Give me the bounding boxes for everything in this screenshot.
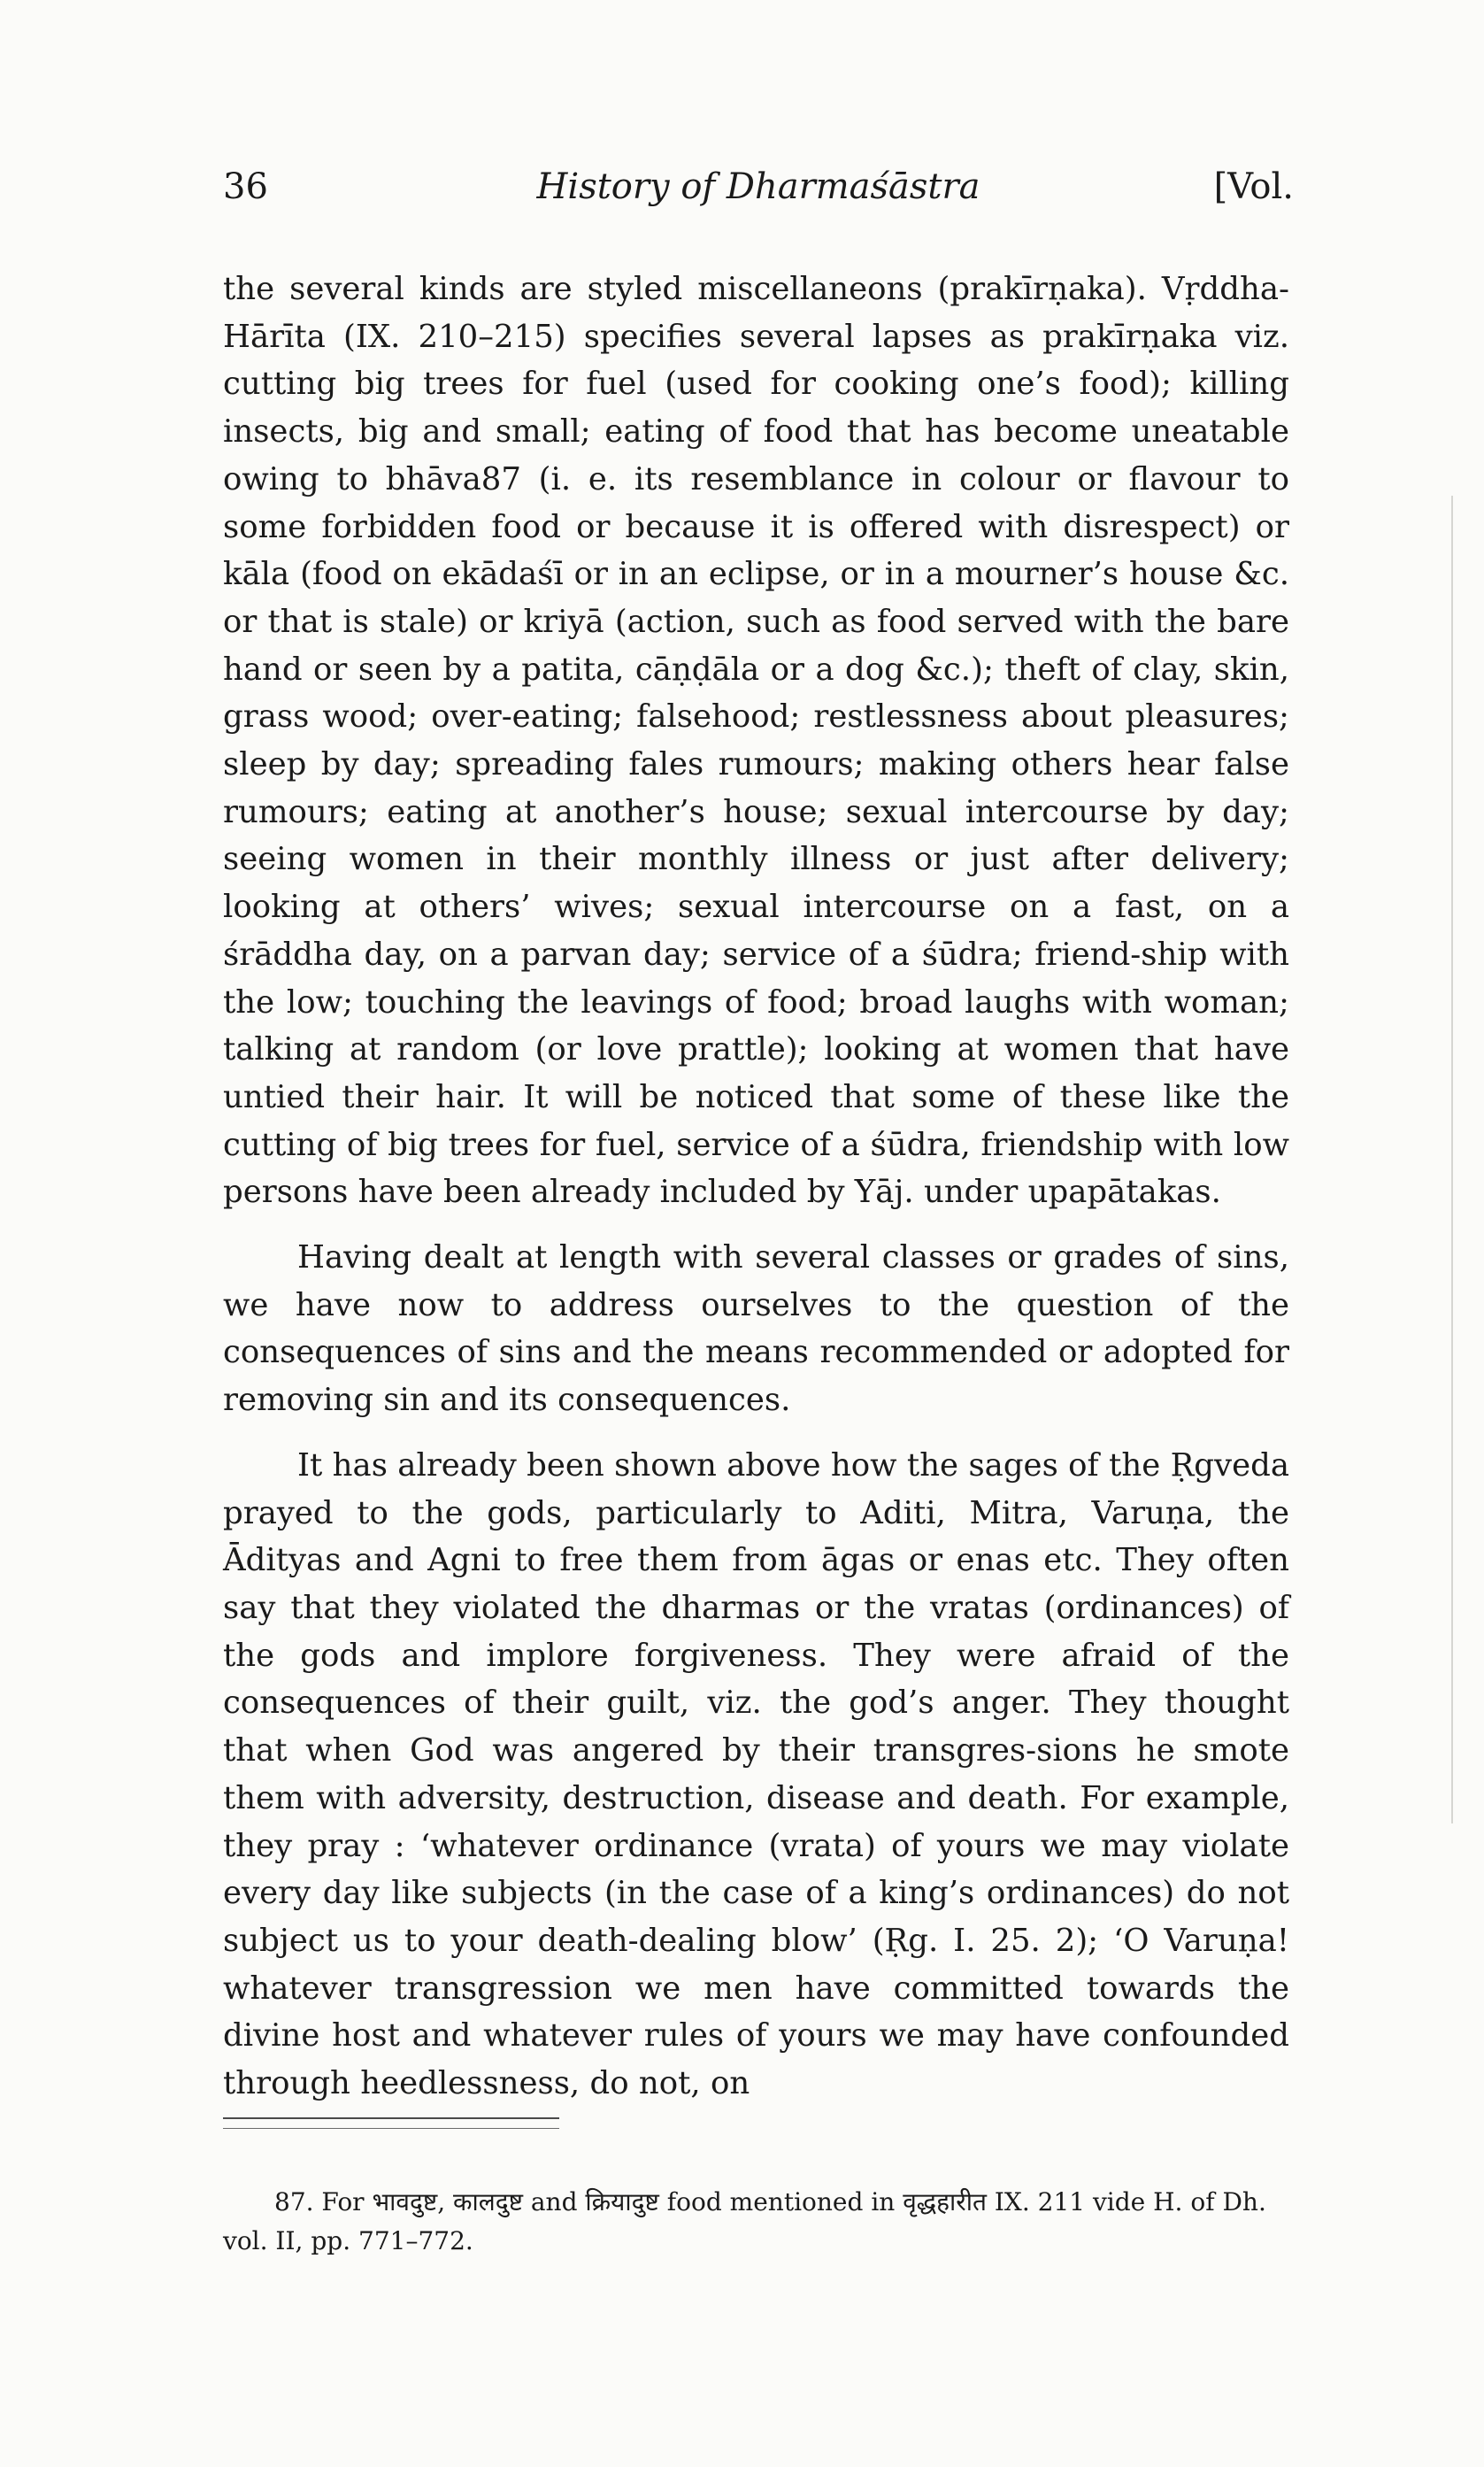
page-number: 36 — [223, 166, 268, 207]
page-header — [223, 166, 1294, 220]
page-edge-mark — [1451, 496, 1453, 1823]
running-title: History of Dharmaśāstra — [536, 166, 980, 207]
paragraph-consequences-intro: Having dealt at length with several classes or grades of sins, we have now to address ourselves to the question of the consequences of sins and the means recommended or adopted for removing sin and its consequences. — [223, 1239, 1289, 1419]
volume-marker: [Vol. — [1213, 166, 1294, 207]
body-text — [223, 266, 1289, 2108]
footnote-87: 87. For भावदुष्ट, कालदुष्ट and क्रियादुष्ट food mentioned in वृद्धहारीत IX. 211 vide H. of Dh. vol. II, pp. 771–772. — [223, 2187, 1266, 2255]
footnote-separator — [223, 2117, 559, 2129]
paragraph-miscellaneous-lapses: the several kinds are styled miscellaneons (prakīrṇaka). Vṛddha-Hārīta (IX. 210–215) specifies several lapses as prakīrṇaka viz. cutting big trees for fuel (used for cooking one’s food); killing insects, big and small; eating of food that has become uneatable owing to bhāva87 (i. e. its resemblance in colour or flavour to some forbidden food or because it is offered with disrespect) or kāla (food on ekādaśī or in an eclipse, or in a mourner’s house &c. or that is stale) or kriyā (action, such as food served with the bare hand or seen by a patita, cāṇḍāla or a dog &c.); theft of clay, skin, grass wood; over-eating; falsehood; restlessness about pleasures; sleep by day; spreading fales rumours; making others hear false rumours; eating at another’s house; sexual intercourse by day; seeing women in their monthly illness or just after delivery; looking at others’ wives; sexual intercourse on a fast, on a śrāddha day, on a parvan day; service of a śūdra; friend-ship with the low; touching the leavings of food; broad laughs with woman; talking at random (or love prattle); looking at women that have untied their hair. It will be noticed that some of these like the cutting of big trees for fuel, service of a śūdra, friendship with low persons have been already included by Yāj. under upapātakas. — [223, 271, 1289, 1211]
paragraph-rgveda-prayers: It has already been shown above how the sages of the Ṛgveda prayed to the gods, particularly to Aditi, Mitra, Varuṇa, the Ādityas and Agni to free them from āgas or enas etc. They often say that they violated the dharmas or the vratas (ordinances) of the gods and implore forgiveness. They were afraid of the consequences of their guilt, viz. the god’s anger. They thought that when God was angered by their transgres-sions he smote them with adversity, destruction, disease and death. For example, they pray : ‘whatever ordinance (vrata) of yours we may violate every day like subjects (in the case of a king’s ordinances) do not subject us to your death-dealing blow’ (Ṛg. I. 25. 2); ‘O Varuṇa! whatever transgression we men have committed towards the divine host and whatever rules of yours we may have confounded through heedlessness, do not, on — [223, 1446, 1289, 2102]
